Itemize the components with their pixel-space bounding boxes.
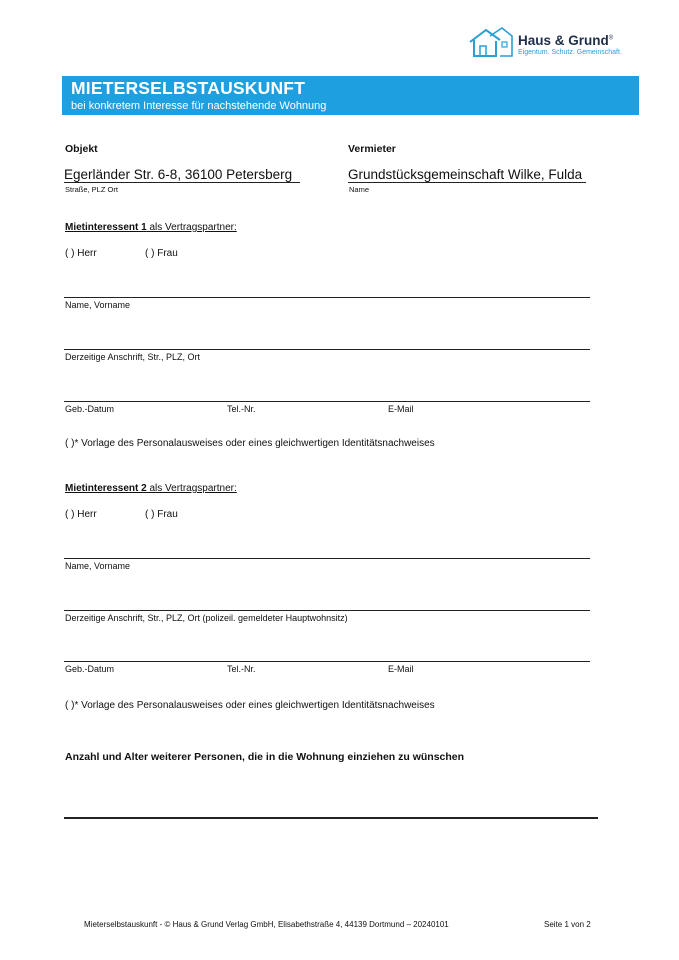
house-logo-icon — [466, 26, 514, 60]
interessent2-name-caption: Name, Vorname — [65, 561, 131, 571]
interessent2-heading: Mietinteressent 2 als Vertragspartner: — [65, 483, 237, 494]
interessent1-name-caption: Name, Vorname — [65, 300, 131, 310]
interessent1-heading: Mietinteressent 1 als Vertragspartner: — [65, 222, 237, 233]
footer-page-number: Seite 1 von 2 — [544, 920, 591, 929]
interessent1-tel-caption: Tel.-Nr. — [227, 404, 256, 414]
logo-name: Haus & Grund® — [518, 33, 614, 48]
interessent2-herr-checkbox[interactable]: ( ) Herr — [65, 509, 97, 520]
interessent1-email-caption: E-Mail — [388, 404, 414, 414]
interessent2-id-checkbox[interactable]: ( )* Vorlage des Personalausweises oder eines gleichwertigen Identitätsnachweises — [65, 700, 435, 711]
vermieter-label: Vermieter — [348, 143, 396, 155]
interessent2-frau-checkbox[interactable]: ( ) Frau — [145, 509, 178, 520]
logo-tagline: Eigentum. Schutz. Gemeinschaft. — [518, 49, 622, 56]
vermieter-value[interactable]: Grundstücksgemeinschaft Wilke, Fulda — [348, 167, 583, 182]
interessent2-birth-caption: Geb.-Datum — [65, 664, 115, 674]
vermieter-caption: Name — [349, 185, 370, 194]
footer-copyright: Mieterselbstauskunft - © Haus & Grund Verlag GmbH, Elisabethstraße 4, 44139 Dortmund – 20240101 — [84, 920, 449, 929]
interessent2-tel-caption: Tel.-Nr. — [227, 664, 256, 674]
interessent2-address-caption: Derzeitige Anschrift, Str., PLZ, Ort (polizeil. gemeldeter Hauptwohnsitz) — [65, 613, 348, 623]
haus-und-grund-logo — [466, 26, 646, 62]
interessent1-frau-checkbox[interactable]: ( ) Frau — [145, 248, 178, 259]
title-banner — [62, 76, 639, 115]
vermieter-underline — [348, 182, 586, 183]
interessent1-name-line[interactable] — [64, 297, 590, 298]
objekt-underline — [64, 182, 300, 183]
objekt-caption: Straße, PLZ Ort — [65, 185, 118, 194]
interessent1-address-line[interactable] — [64, 349, 590, 350]
interessent2-name-line[interactable] — [64, 558, 590, 559]
objekt-label: Objekt — [65, 143, 98, 155]
page-title: MIETERSELBSTAUSKUNFT — [71, 78, 306, 98]
objekt-value[interactable]: Egerländer Str. 6-8, 36100 Petersberg — [64, 167, 293, 182]
interessent1-contact-line[interactable] — [64, 401, 590, 402]
interessent1-birth-caption: Geb.-Datum — [65, 404, 115, 414]
interessent1-herr-checkbox[interactable]: ( ) Herr — [65, 248, 97, 259]
interessent1-id-checkbox[interactable]: ( )* Vorlage des Personalausweises oder eines gleichwertigen Identitätsnachweises — [65, 438, 435, 449]
interessent2-email-caption: E-Mail — [388, 664, 414, 674]
interessent2-contact-line[interactable] — [64, 661, 590, 662]
weitere-personen-label: Anzahl und Alter weiterer Personen, die in die Wohnung einziehen zu wünschen — [65, 751, 465, 763]
interessent1-address-caption: Derzeitige Anschrift, Str., PLZ, Ort — [65, 352, 201, 362]
weitere-personen-line[interactable] — [64, 817, 598, 819]
interessent2-address-line[interactable] — [64, 610, 590, 611]
page-subtitle: bei konkretem Interesse für nachstehende Wohnung — [71, 100, 327, 112]
